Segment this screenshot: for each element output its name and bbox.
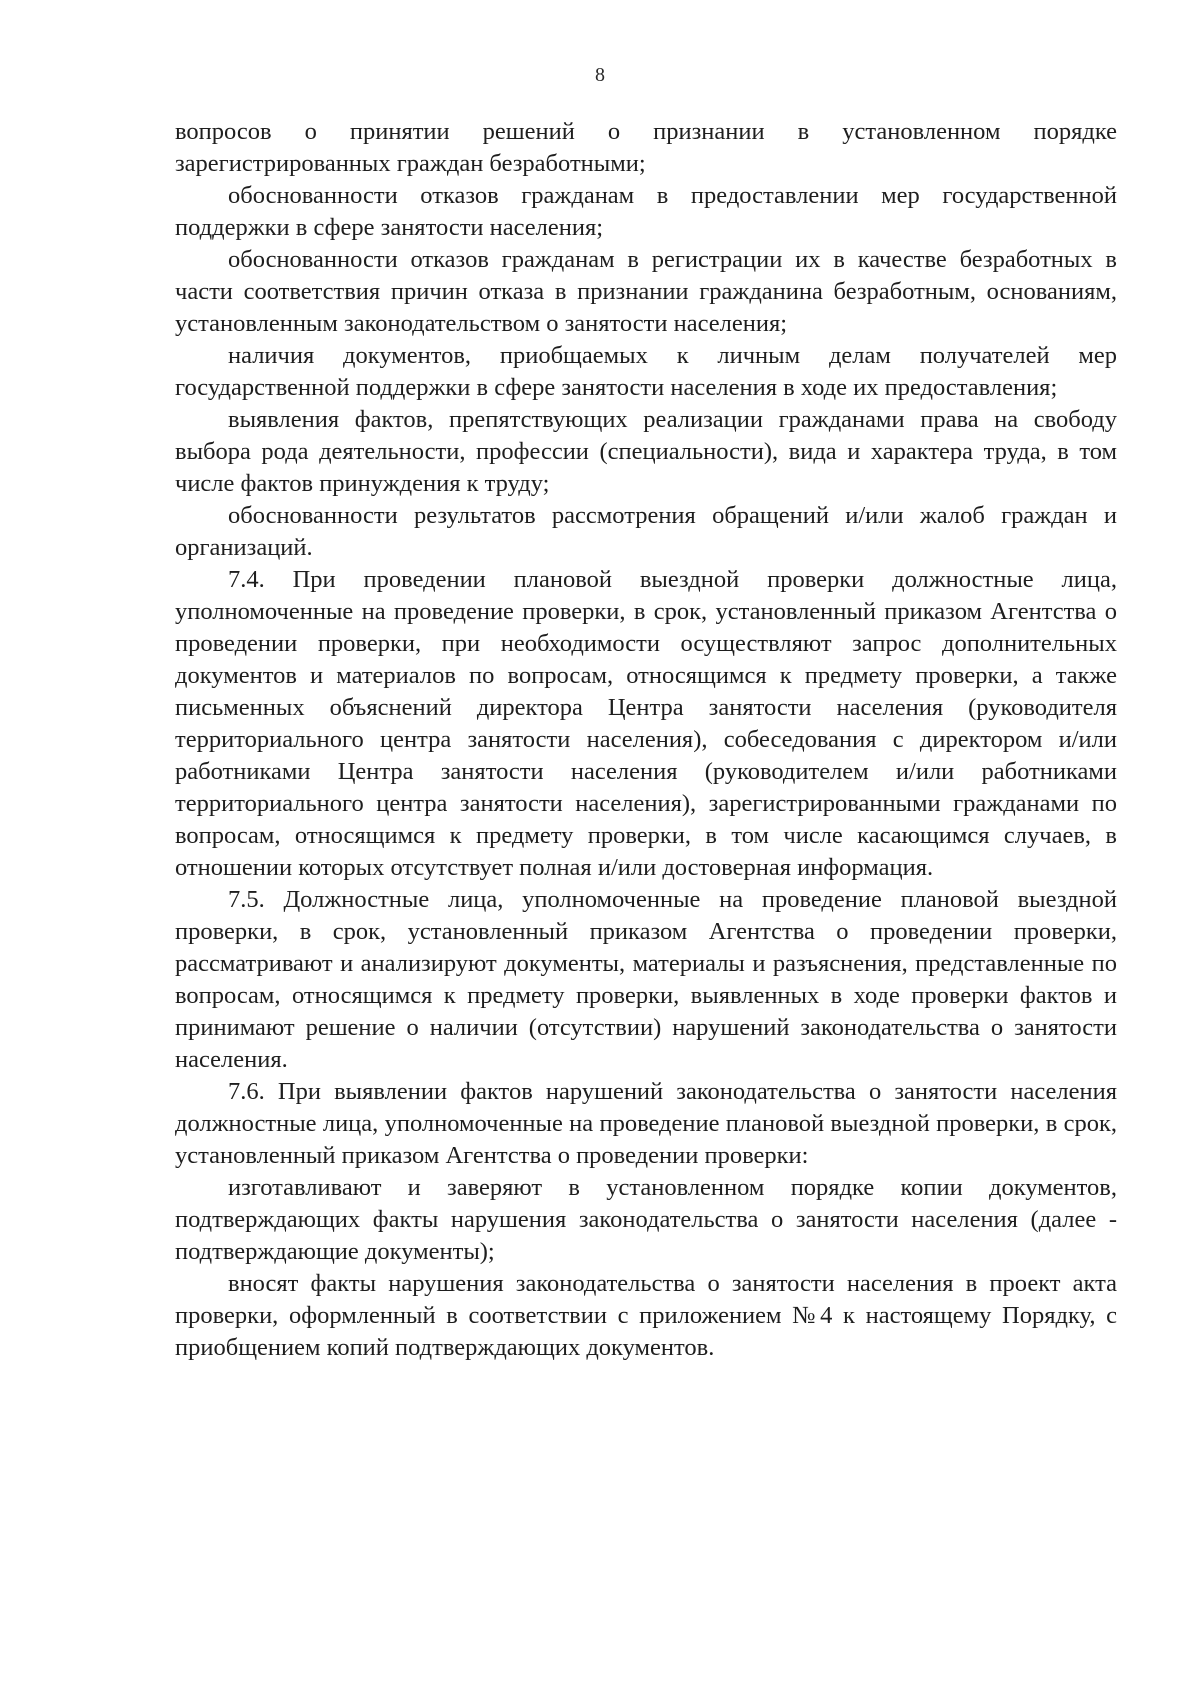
paragraph: вносят факты нарушения законодательства о занятости населения в проект акта проверки, оформленный в соответствии с приложением №4 к настоящему Порядку, с приобщением копий подтверждающих документов. [175, 1270, 1117, 1361]
paragraph-7-5: 7.5. Должностные лица, уполномоченные на проведение плановой выездной проверки, в срок, установленный приказом Агентства о проведении проверки, рассматривают и анализируют документы, материалы и разъяснения, представленные по вопросам, относящимся к предмету проверки, выявленных в ходе проверки фактов и принимают решение о наличии (отсутствии) нарушений законодательства о занятости населения. [175, 886, 1117, 1073]
paragraph-7-6: 7.6. При выявлении фактов нарушений законодательства о занятости населения должностные лица, уполномоченные на проведение плановой выездной проверки, в срок, установленный приказом Агентства о проведении проверки: [175, 1078, 1117, 1169]
paragraph: обоснованности отказов гражданам в регистрации их в качестве безработных в части соответствия причин отказа в признании гражданина безработным, основаниям, установленным законодательством о занятости населения; [175, 246, 1117, 337]
paragraph: изготавливают и заверяют в установленном порядке копии документов, подтверждающих факты нарушения законодательства о занятости населения (далее - подтверждающие документы); [175, 1174, 1117, 1265]
document-body [175, 116, 1117, 1364]
page-number: 8 [595, 64, 605, 86]
paragraph: обоснованности результатов рассмотрения обращений и/или жалоб граждан и организаций. [175, 502, 1117, 561]
paragraph: обоснованности отказов гражданам в предоставлении мер государственной поддержки в сфере занятости населения; [175, 182, 1117, 241]
paragraph: вопросов о принятии решений о признании в установленном порядке зарегистрированных граждан безработными; [175, 118, 1117, 177]
paragraph: выявления фактов, препятствующих реализации гражданами права на свободу выбора рода деятельности, профессии (специальности), вида и характера труда, в том числе фактов принуждения к труду; [175, 406, 1117, 497]
paragraph-7-4: 7.4. При проведении плановой выездной проверки должностные лица, уполномоченные на проведение проверки, в срок, установленный приказом Агентства о проведении проверки, при необходимости осуществляют запрос дополнительных документов и материалов по вопросам, относящимся к предмету проверки, а также письменных объяснений директора Центра занятости населения (руководителя территориального центра занятости населения), собеседования с директором и/или работниками Центра занятости населения (руководителем и/или работниками территориального центра занятости населения), зарегистрированными гражданами по вопросам, относящимся к предмету проверки, в том числе касающимся случаев, в отношении которых отсутствует полная и/или достоверная информация. [175, 566, 1117, 881]
paragraph: наличия документов, приобщаемых к личным делам получателей мер государственной поддержки в сфере занятости населения в ходе их предоставления; [175, 342, 1117, 401]
